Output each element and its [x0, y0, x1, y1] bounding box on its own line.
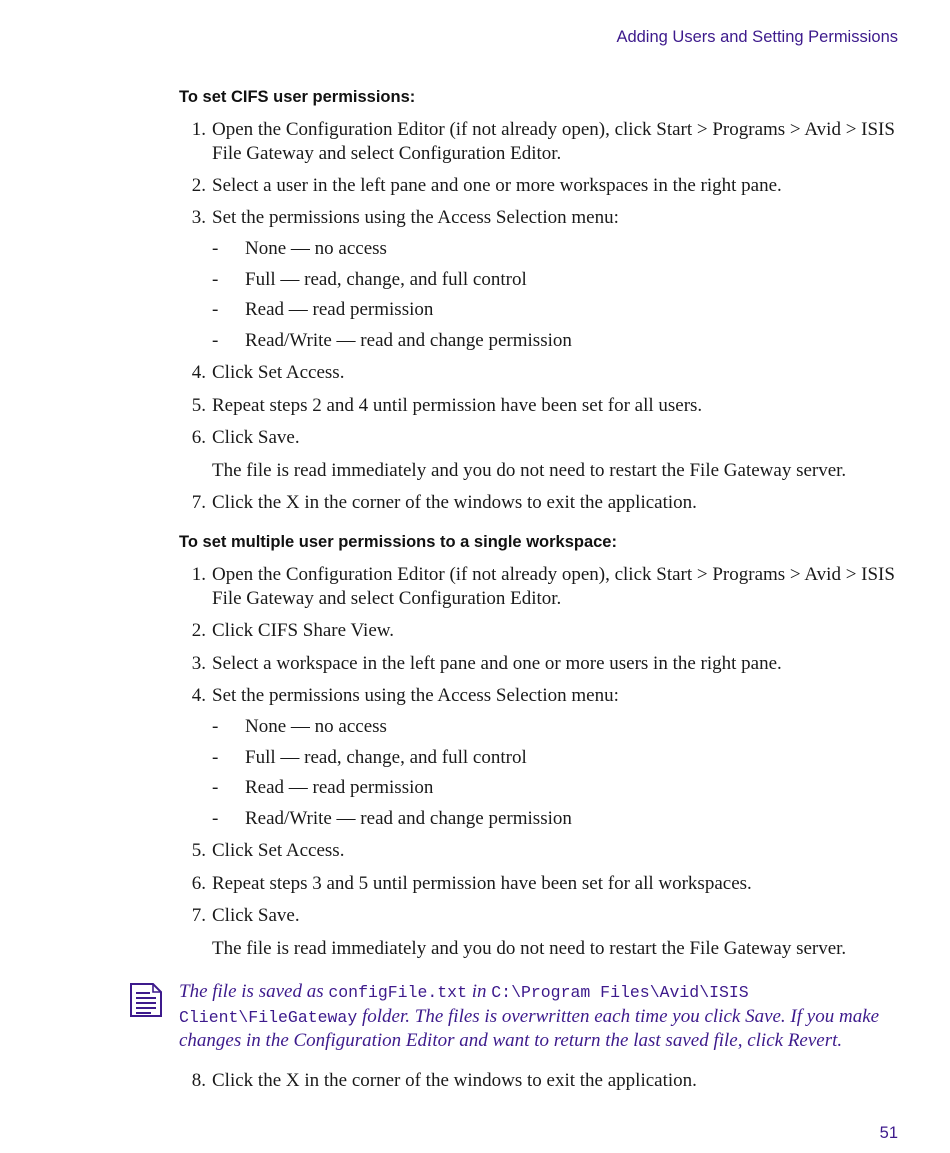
bullet-text: Full — read, change, and full control	[245, 269, 527, 290]
step-number: 5.	[191, 840, 206, 861]
bullet-text: Read — read permission	[245, 299, 434, 320]
bullet-dash: -	[212, 777, 219, 798]
page-number: 51	[879, 1124, 898, 1142]
step-number: 3.	[191, 653, 206, 674]
step-text: Click CIFS Share View.	[212, 620, 394, 641]
bullet-dash: -	[212, 238, 219, 259]
bullet-dash: -	[212, 747, 219, 768]
step-number: 7.	[191, 905, 206, 926]
bullet-dash: -	[212, 330, 219, 351]
step-number: 6.	[191, 427, 206, 448]
note-text-part: The file is saved as	[179, 981, 329, 1002]
note-text-part: folder. The files is overwritten each time you click Save. If you make changes in the Configuration Editor and want to return the last saved file, click Revert.	[179, 1005, 880, 1051]
step-number: 5.	[191, 395, 206, 416]
step-number: 4.	[191, 685, 206, 706]
step-number: 7.	[191, 492, 206, 513]
step-number: 2.	[191, 620, 206, 641]
step-text: Open the Configuration Editor (if not already open), click Start > Programs > Avid > ISIS File Gateway and select Configuration Editor.	[212, 564, 895, 609]
step-text: Select a workspace in the left pane and one or more users in the right pane.	[212, 653, 782, 674]
step-text: Repeat steps 3 and 5 until permission have been set for all workspaces.	[212, 873, 752, 894]
bullet-text: Full — read, change, and full control	[245, 747, 527, 768]
section-heading-cifs-user: To set CIFS user permissions:	[179, 88, 416, 106]
step-number: 1.	[191, 564, 206, 585]
step-text: Set the permissions using the Access Selection menu:	[212, 207, 619, 228]
step-number: 6.	[191, 873, 206, 894]
bullet-dash: -	[212, 269, 219, 290]
step-text: Click Set Access.	[212, 362, 345, 383]
bullet-dash: -	[212, 299, 219, 320]
bullet-text: Read/Write — read and change permission	[245, 330, 572, 351]
step-number: 3.	[191, 207, 206, 228]
step-number: 2.	[191, 175, 206, 196]
section-heading-single-workspace: To set multiple user permissions to a single workspace:	[179, 533, 617, 551]
note-text	[179, 980, 903, 1053]
step-text: Click Set Access.	[212, 840, 345, 861]
step-note-paragraph: The file is read immediately and you do not need to restart the File Gateway server.	[212, 938, 847, 959]
bullet-text: Read — read permission	[245, 777, 434, 798]
step-text: Click the X in the corner of the windows to exit the application.	[212, 492, 697, 513]
running-header: Adding Users and Setting Permissions	[616, 28, 898, 46]
step-text: Click Save.	[212, 905, 300, 926]
note-path: C:\Program Files\Avid\ISIS Client\FileGateway	[179, 983, 749, 1027]
bullet-text: Read/Write — read and change permission	[245, 808, 572, 829]
step-text: Set the permissions using the Access Selection menu:	[212, 685, 619, 706]
bullet-text: None — no access	[245, 716, 387, 737]
note-text-part: in	[466, 981, 492, 1002]
step-text: Open the Configuration Editor (if not already open), click Start > Programs > Avid > ISIS File Gateway and select Configuration Editor.	[212, 119, 895, 164]
bullet-text: None — no access	[245, 238, 387, 259]
step-text: Repeat steps 2 and 4 until permission have been set for all users.	[212, 395, 703, 416]
bullet-dash: -	[212, 716, 219, 737]
step-number: 4.	[191, 362, 206, 383]
step-number: 8.	[191, 1070, 206, 1091]
step-text: Select a user in the left pane and one or more workspaces in the right pane.	[212, 175, 782, 196]
step-text: Click the X in the corner of the windows to exit the application.	[212, 1070, 697, 1091]
step-text: Click Save.	[212, 427, 300, 448]
note-icon	[129, 982, 163, 1018]
step-number: 1.	[191, 119, 206, 140]
bullet-dash: -	[212, 808, 219, 829]
step-note-paragraph: The file is read immediately and you do not need to restart the File Gateway server.	[212, 460, 847, 481]
note-filename: configFile.txt	[328, 983, 467, 1002]
